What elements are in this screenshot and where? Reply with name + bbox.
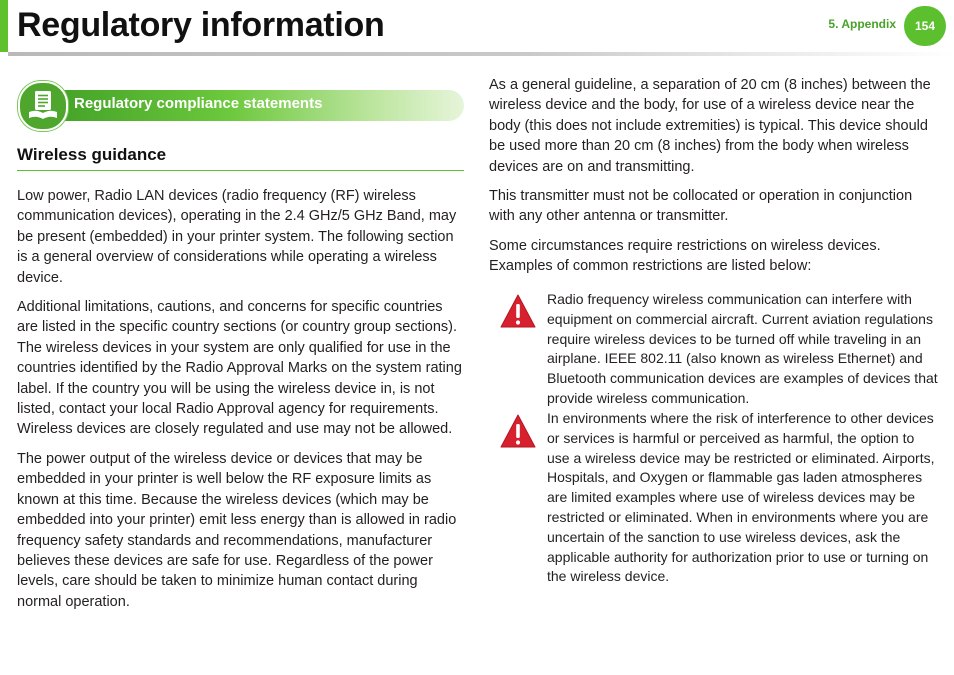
paragraph: Low power, Radio LAN devices (radio frequency (RF) wireless communication devices), operating in the 2.4 GHz/5 GHz Band, may be present (embedded) in your printer system. The following section is a general overview of considerations while operating a wireless device. bbox=[17, 188, 457, 286]
header-divider bbox=[8, 52, 954, 56]
paragraph: This transmitter must not be collocated or operation in conjunction with any other antenna or transmitter. bbox=[489, 188, 913, 225]
subsection-title: Wireless guidance bbox=[17, 145, 167, 164]
warning-note bbox=[547, 409, 939, 587]
paragraph: As a general guideline, a separation of 20 cm (8 inches) between the wireless device and the body, for use of a wireless device near the body (this does not include extremities) is typical. This device should be used more than 20 cm (8 inches) from the body when wireless devices are on and transmitting. bbox=[489, 77, 931, 175]
document-book-icon bbox=[18, 81, 68, 131]
warning-text: Radio frequency wireless communication can interfere with equipment on commercial aircraft. Current aviation regulations require wireless devices to be turned off while traveling in an airplane. IEEE 802.11 (also known as wireless Ethernet) and Bluetooth communication devices are examples of devices that provide wireless communication. bbox=[547, 291, 938, 406]
header-accent-bar bbox=[0, 0, 8, 52]
subsection-divider bbox=[17, 170, 464, 171]
chapter-label: 5. Appendix bbox=[828, 17, 896, 31]
warning-note bbox=[547, 290, 939, 409]
warning-text: In environments where the risk of interference to other devices or services is harmful or perceived as harmful, the option to use a wireless device may be restricted or eliminated. Airports, Hospitals, and Oxygen or flammable gas laden atmospheres are limited examples where use of wireless devices may be restricted or eliminated. When in environments where you are uncertain of the sanction to use wireless devices, ask the applicable authority for authorization prior to use or turning on the wireless device. bbox=[547, 410, 935, 585]
warning-icon bbox=[500, 414, 536, 448]
section-title: Regulatory compliance statements bbox=[74, 95, 323, 112]
paragraph: Additional limitations, cautions, and concerns for specific countries are listed in the specific country sections (or country group sections). The wireless devices in your system are only qualified for use in the countries identified by the Radio Approval Marks on the system rating label. If the country you will be using the wireless device in, is not listed, contact your local Radio Approval agency for requirements. Wireless devices are closely regulated and use may not be allowed. bbox=[17, 299, 462, 438]
paragraph: The power output of the wireless device or devices that may be embedded in your printer is well below the RF exposure limits as known at this time. Because the wireless devices (which may be embedded into your printer) emit less energy than is allowed in radio frequency safety standards and recommendations, manufacturer believes these devices are safe for use. Regardless of the power levels, care should be taken to minimize human contact during normal operation. bbox=[17, 450, 457, 610]
left-column bbox=[17, 186, 465, 621]
page-number-badge: 154 bbox=[904, 6, 946, 46]
warning-icon bbox=[500, 294, 536, 328]
right-column bbox=[489, 75, 937, 286]
paragraph: Some circumstances require restrictions on wireless devices. Examples of common restrictions are listed below: bbox=[489, 237, 881, 275]
page-title: Regulatory information bbox=[17, 6, 385, 44]
